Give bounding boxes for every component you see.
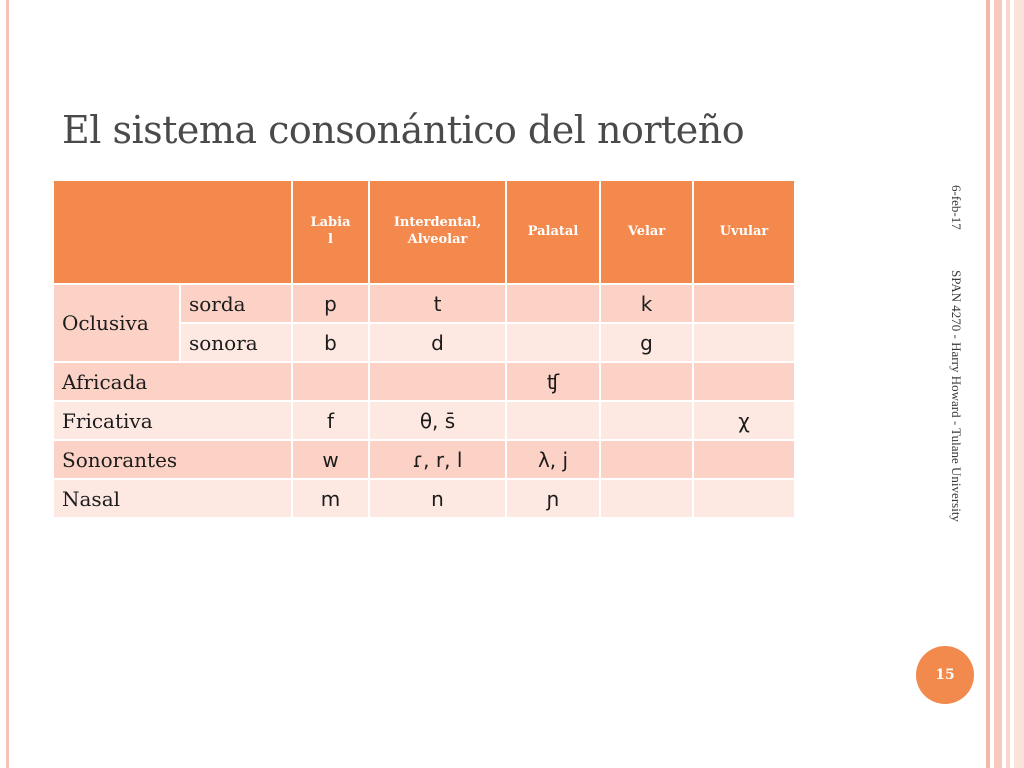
table-cell <box>600 440 693 479</box>
row-sublabel-sorda: sorda <box>180 284 292 323</box>
row-label-nasal: Nasal <box>53 479 292 518</box>
table-row <box>53 479 795 518</box>
table-cell: d <box>369 323 506 362</box>
table-cell <box>506 323 600 362</box>
table-cell <box>600 362 693 401</box>
table-cell: t <box>369 284 506 323</box>
col-header-uvular: Uvular <box>693 180 795 284</box>
col-header-velar: Velar <box>600 180 693 284</box>
table-cell <box>693 284 795 323</box>
table-row <box>53 440 795 479</box>
table-row <box>53 362 795 401</box>
row-label-fricativa: Fricativa <box>53 401 292 440</box>
table-cell: f <box>292 401 369 440</box>
course-footer: SPAN 4270 - Harry Howard - Tulane University <box>949 270 964 522</box>
table-cell: ɲ <box>506 479 600 518</box>
table-cell <box>693 479 795 518</box>
table-cell: g <box>600 323 693 362</box>
right-decorative-stripes <box>986 0 1024 768</box>
table-row <box>53 284 795 323</box>
col-header-labial: Labial <box>292 180 369 284</box>
slide-date: 6-feb-17 <box>949 185 964 230</box>
table-cell: m <box>292 479 369 518</box>
table-cell: k <box>600 284 693 323</box>
table-cell <box>292 362 369 401</box>
consonant-table <box>52 179 796 519</box>
table-header-row <box>53 180 795 284</box>
left-border-line <box>6 0 9 768</box>
table-cell: w <box>292 440 369 479</box>
row-label-oclusiva: Oclusiva <box>53 284 180 362</box>
table-cell <box>693 323 795 362</box>
table-cell: θ, s̄ <box>369 401 506 440</box>
table-cell: n <box>369 479 506 518</box>
table-cell <box>600 479 693 518</box>
col-header-palatal: Palatal <box>506 180 600 284</box>
row-sublabel-sonora: sonora <box>180 323 292 362</box>
col-header-interdental-alveolar: Interdental, Alveolar <box>369 180 506 284</box>
table-cell: b <box>292 323 369 362</box>
table-row <box>53 401 795 440</box>
table-cell: p <box>292 284 369 323</box>
table-cell <box>600 401 693 440</box>
row-label-africada: Africada <box>53 362 292 401</box>
table-cell: λ, j <box>506 440 600 479</box>
table-cell <box>693 440 795 479</box>
table-cell: ɾ, r, l <box>369 440 506 479</box>
table-cell <box>693 362 795 401</box>
row-label-sonorantes: Sonorantes <box>53 440 292 479</box>
slide-title: El sistema consonántico del norteño <box>62 108 745 152</box>
table-cell: χ <box>693 401 795 440</box>
table-cell <box>506 284 600 323</box>
table-cell <box>369 362 506 401</box>
table-cell: ʧ <box>506 362 600 401</box>
page-number-badge: 15 <box>916 646 974 704</box>
table-cell <box>506 401 600 440</box>
header-corner-cell <box>53 180 292 284</box>
